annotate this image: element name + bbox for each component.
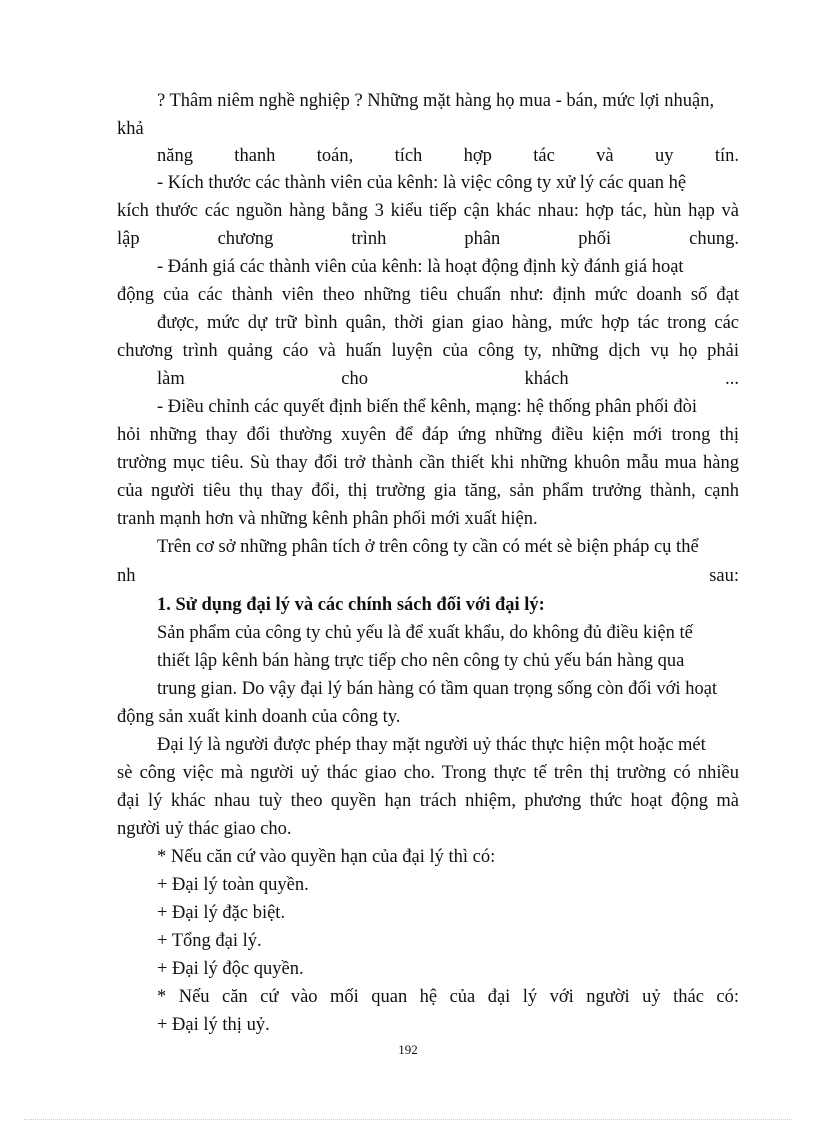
text-line: hỏi những thay đổi thường xuyên để đáp ứng những điều kiện mới trong thị <box>117 425 739 445</box>
text-line: tranh mạnh hơn và những kênh phân phối mới xuất hiện. <box>117 509 538 529</box>
list-item: + Đại lý thị uỷ. <box>157 1015 270 1035</box>
text-line: trung gian. Do vậy đại lý bán hàng có tầm quan trọng sống còn đối với hoạt <box>157 679 718 699</box>
list-item: + Đại lý độc quyền. <box>157 959 304 979</box>
text-line: ? Thâm niêm nghề nghiệp ? Những mặt hàng họ mua - bán, mức lợi nhuận, <box>157 91 715 111</box>
text-line: - Kích thước các thành viên của kênh: là việc công ty xử lý các quan hệ <box>157 173 687 193</box>
list-item: + Đại lý toàn quyền. <box>157 875 309 895</box>
page-divider <box>24 1119 792 1120</box>
text-line: năng thanh toán, tích hợp tác và uy tín. <box>157 146 739 166</box>
text-line: người uỷ thác giao cho. <box>117 819 292 839</box>
text-line: của người tiêu thụ thay đổi, thị trường gia tăng, sản phẩm trưởng thành, cạnh <box>117 481 739 501</box>
text-line: * Nếu căn cứ vào mối quan hệ của đại lý với người uỷ thác có: <box>157 987 739 1007</box>
text-line: lập chương trình phân phối chung. <box>117 229 739 249</box>
text-line: trường mục tiêu. Sù thay đổi trở thành cần thiết khi những khuôn mẫu mua hàng <box>117 453 739 473</box>
section-heading: 1. Sử dụng đại lý và các chính sách đối với đại lý: <box>157 595 545 615</box>
text-line: Đại lý là người được phép thay mặt người uỷ thác thực hiện một hoặc mét <box>157 735 706 755</box>
page-number: 192 <box>398 1042 418 1057</box>
text-line: làm cho khách ... <box>157 369 739 389</box>
text-line: đại lý khác nhau tuỳ theo quyền hạn trách nhiệm, phương thức hoạt động mà <box>117 791 739 811</box>
text-line: - Đánh giá các thành viên của kênh: là hoạt động định kỳ đánh giá hoạt <box>157 257 684 277</box>
text-line: Trên cơ sở những phân tích ở trên công ty cần có mét sè biện pháp cụ thể <box>157 537 699 557</box>
text-line: thiết lập kênh bán hàng trực tiếp cho nên công ty chủ yếu bán hàng qua <box>157 651 685 671</box>
text-line: chương trình quảng cáo và huấn luyện của công ty, những dịch vụ họ phải <box>117 341 739 361</box>
text-line: * Nếu căn cứ vào quyền hạn của đại lý thì có: <box>157 847 496 867</box>
text-line: sè công việc mà người uỷ thác giao cho. Trong thực tế trên thị trường có nhiều <box>117 763 739 783</box>
list-item: + Đại lý đặc biệt. <box>157 903 286 923</box>
list-item: + Tổng đại lý. <box>157 931 262 951</box>
text-line: động của các thành viên theo những tiêu chuẩn như: định mức doanh số đạt <box>117 285 739 305</box>
text-line: khả <box>117 119 144 139</box>
text-line: - Điều chỉnh các quyết định biến thể kênh, mạng: hệ thống phân phối đòi <box>157 397 697 417</box>
text-line: kích thước các nguồn hàng bằng 3 kiểu tiếp cận khác nhau: hợp tác, hùn hạp và <box>117 201 739 221</box>
text-line: được, mức dự trữ bình quân, thời gian giao hàng, mức hợp tác trong các <box>157 313 739 333</box>
text-line: động sản xuất kinh doanh của công ty. <box>117 707 401 727</box>
text-line: Sản phẩm của công ty chủ yếu là để xuất khẩu, do không đủ điều kiện tế <box>157 623 693 643</box>
text-line: nh sau: <box>117 566 739 586</box>
